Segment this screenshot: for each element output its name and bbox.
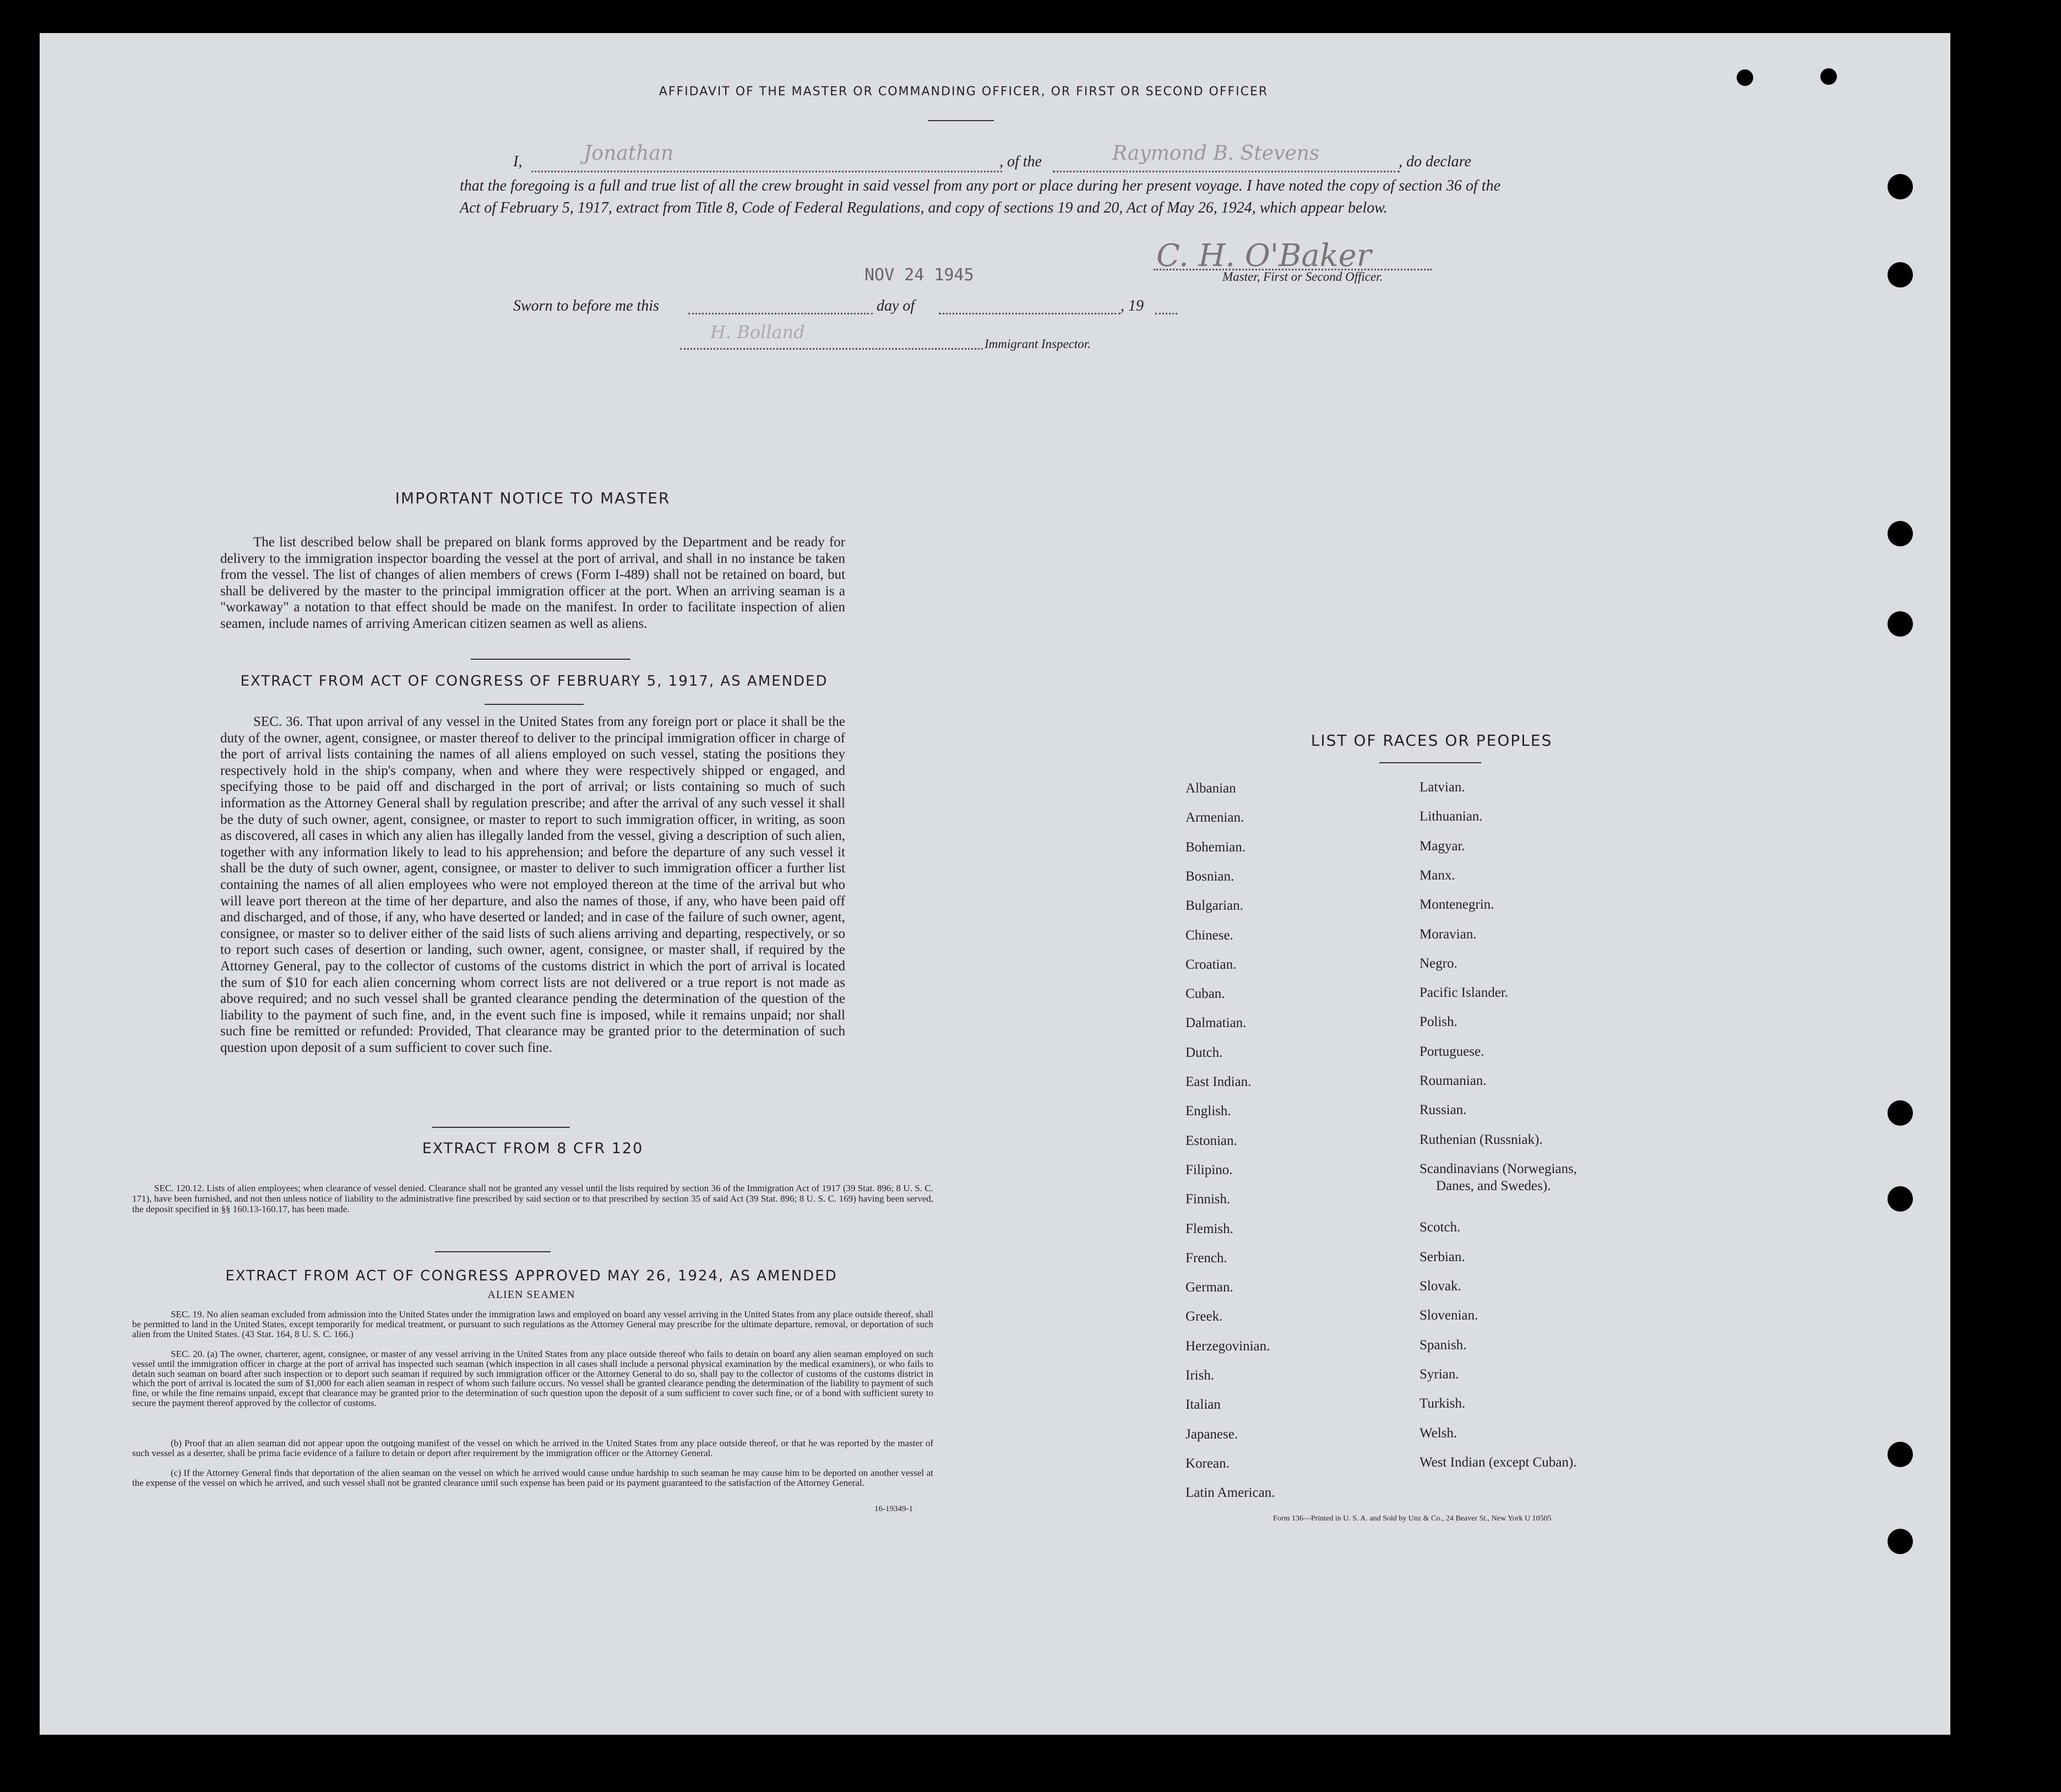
alien-seamen-subtitle: ALIEN SEAMEN xyxy=(487,1289,575,1301)
divider xyxy=(471,659,630,660)
inspector-label: Immigrant Inspector. xyxy=(985,337,1091,351)
race-item: Montenegrin. xyxy=(1420,897,1494,913)
extract-cfr-body: SEC. 120.12. Lists of alien employees; when clearance of vessel denied. Clearance shall not be granted any vessel until the lists required by section 36 of the Immigration Act of 1917 (39 Stat. 896; 8 U. S. C. 171), have been furnished, and not then unless notice of liability to the administrative fine prescribed by said section or to that prescribed by section 35 of said Act (39 Stat. 896; 8 U. S. C. 169) having been served, the deposit specified in §§ 160.13-160.17, has been made. xyxy=(132,1183,933,1214)
race-item: Slovenian. xyxy=(1420,1308,1478,1323)
extract-cfr-title: EXTRACT FROM 8 CFR 120 xyxy=(422,1140,644,1157)
sworn-label: Sworn to before me this xyxy=(513,297,659,314)
binder-hole xyxy=(1888,262,1913,287)
staple-hole xyxy=(1737,69,1753,86)
extract-1924-title: EXTRACT FROM ACT OF CONGRESS APPROVED MAY 26, 1924, AS AMENDED xyxy=(225,1268,838,1284)
staple-hole xyxy=(1820,68,1837,85)
race-item: Estonian. xyxy=(1186,1133,1237,1148)
race-item: Lithuanian. xyxy=(1420,809,1483,824)
notice-title: IMPORTANT NOTICE TO MASTER xyxy=(395,489,671,507)
race-item: Welsh. xyxy=(1420,1425,1458,1441)
race-item: Dutch. xyxy=(1186,1045,1223,1060)
declaration-text: that the foregoing is a full and true list of all the crew brought in said vessel from any port or place during her present voyage. I have noted the copy of section 36 of the Act of February 5, 1917, extract from Title 8, Code of Federal Regulations, and copy of sections 19 and 20, Act of May 26, 1924, which appear below. xyxy=(460,177,1500,216)
race-item: Portuguese. xyxy=(1420,1044,1484,1059)
inspector-signature: H. Bolland xyxy=(710,322,805,343)
race-item: Roumanian. xyxy=(1420,1073,1487,1088)
name-line xyxy=(531,171,1002,172)
binder-hole xyxy=(1888,174,1913,199)
sworn-day-line xyxy=(688,313,873,314)
race-item: Japanese. xyxy=(1186,1426,1238,1442)
divider xyxy=(435,1251,551,1252)
handwritten-vessel: Raymond B. Stevens xyxy=(1112,142,1320,165)
race-item: Scandinavians (Norwegians, xyxy=(1420,1161,1578,1176)
race-item: Bulgarian. xyxy=(1186,898,1243,914)
race-item: Bosnian. xyxy=(1186,868,1235,884)
race-item: Scotch. xyxy=(1420,1220,1461,1235)
affidavit-title: AFFIDAVIT OF THE MASTER OR COMMANDING OFFICER, OR FIRST OR SECOND OFFICER xyxy=(659,85,1269,99)
race-item: Moravian. xyxy=(1420,926,1477,942)
race-item: Latvian. xyxy=(1420,780,1465,795)
do-declare-label: , do declare xyxy=(1399,153,1471,170)
i-label: I, xyxy=(513,153,523,170)
divider xyxy=(432,1127,570,1128)
race-item: Albanian xyxy=(1186,781,1236,796)
divider xyxy=(485,704,584,705)
race-item: Chinese. xyxy=(1186,927,1233,943)
divider xyxy=(1379,762,1481,763)
race-item: Serbian. xyxy=(1420,1249,1465,1264)
divider xyxy=(928,120,994,121)
date-stamp: NOV 24 1945 xyxy=(864,265,974,285)
binder-hole xyxy=(1888,1186,1913,1212)
race-item: Armenian. xyxy=(1186,810,1244,826)
race-item: Filipino. xyxy=(1186,1162,1233,1177)
race-item: Pacific Islander. xyxy=(1420,985,1509,1001)
race-item: Manx. xyxy=(1420,867,1455,883)
race-item: Flemish. xyxy=(1186,1221,1233,1236)
race-item: Herzegovinian. xyxy=(1186,1338,1270,1354)
race-item: Polish. xyxy=(1420,1014,1458,1030)
race-item: Danes, and Swedes). xyxy=(1436,1178,1551,1193)
section-20b-text: (b) Proof that an alien seaman did not appear upon the outgoing manifest of the vessel on which he arrived in the United States from any place outside thereof, or that he was reported by the master of such vessel as a deserter, shall be prima facie evidence of a failure to detain or deport after requirement by the immigration officer or the Attorney General. xyxy=(132,1438,933,1458)
year-line xyxy=(1155,313,1177,314)
year-label: , 19 xyxy=(1121,297,1144,314)
sworn-month-line xyxy=(939,313,1121,314)
race-item: Cuban. xyxy=(1186,986,1225,1002)
race-item: Korean. xyxy=(1186,1456,1230,1471)
of-the-label: , of the xyxy=(999,153,1042,170)
print-code: 16-19349-1 xyxy=(874,1505,913,1513)
binder-hole xyxy=(1888,1442,1913,1467)
race-item: Italian xyxy=(1186,1397,1221,1413)
race-item: Slovak. xyxy=(1420,1279,1461,1294)
race-item: West Indian (except Cuban). xyxy=(1420,1454,1577,1470)
form-footer: Form 136—Printed in U. S. A. and Sold by Unz & Co., 24 Beaver St., New York U 10505 xyxy=(1273,1514,1552,1523)
binder-hole xyxy=(1888,1100,1913,1126)
section-20c-text: (c) If the Attorney General finds that deportation of the alien seaman on the vessel on which he arrived would cause undue hardship to such seaman he may cause him to be deported on another vessel at the expense of the vessel on which he arrived, and such vessel shall not be granted clearance until such expense has been paid or its payment guaranteed to the satisfaction of the Attorney General. xyxy=(132,1468,933,1488)
race-item: Spanish. xyxy=(1420,1337,1467,1353)
binder-hole xyxy=(1888,1529,1913,1554)
race-item: English. xyxy=(1186,1104,1231,1119)
master-label: Master, First or Second Officer. xyxy=(1222,270,1383,284)
race-item: Ruthenian (Russniak). xyxy=(1420,1132,1543,1147)
race-item: Croatian. xyxy=(1186,957,1237,972)
race-item: Magyar. xyxy=(1420,838,1465,854)
section-19-text: SEC. 19. No alien seaman excluded from admission into the United States under the immigration laws and employed on board any vessel arriving in the United States from any place outside thereof, shall be permitted to land in the United States, except temporarily for medical treatment, or pursuant to such regulations as the Attorney General may prescribe for the ultimate departure, removal, or deportation of such alien from the United States. (43 Stat. 164, 8 U. S. C. 166.) xyxy=(132,1309,933,1339)
race-item: Dalmatian. xyxy=(1186,1016,1247,1031)
races-title: LIST OF RACES OR PEOPLES xyxy=(1310,731,1553,750)
binder-hole xyxy=(1888,611,1913,637)
notice-body: The list described below shall be prepared on blank forms approved by the Department and be ready for delivery to the immigration inspector boarding the vessel at the port of arrival, and shall in no instance be taken from the vessel. The list of changes of alien members of crews (Form I-489) shall not be retained on board, but shall be delivered by the master to the principal immigration officer at the port. When an arriving seaman is a "workaway" a notation to that effect should be made on the manifest. In order to facilitate inspection of alien seamen, include names of arriving American citizen seamen as well as aliens. xyxy=(220,535,845,631)
race-item: Russian. xyxy=(1420,1103,1467,1118)
race-item: Turkish. xyxy=(1420,1396,1466,1411)
vessel-line xyxy=(1053,171,1400,172)
day-of-label: day of xyxy=(877,297,915,314)
race-item: Finnish. xyxy=(1186,1192,1231,1207)
extract-1917-body: SEC. 36. That upon arrival of any vessel in the United States from any foreign port or place it shall be the duty of the owner, agent, consignee, or master thereof to deliver to the principal immigration officer in charge of the port of arrival lists containing the names of all aliens employed on such vessel, stating the positions they respectively hold in the ship's company, when and where they were respectively shipped or engaged, and specifying those to be paid off and discharged in the port of arrival; or lists containing so much of such information as the Attorney General shall by regulation prescribe; and after the arrival of any such vessel it shall be the duty of such owner, agent, consignee, or master to report to such immigration officer, in writing, as soon as discovered, all cases in which any alien has illegally landed from the vessel, giving a description of such alien, together with any information likely to lead to his apprehension; and before the departure of any such vessel it shall be the duty of such owner, agent, consignee, or master to deliver to such immigration officer a further list containing the names of all alien employees who were not employed thereon at the time of the arrival but who will leave port thereon at the time of her departure, and also the names of those, if any, who have been paid off and discharged, and of those, if any, who have deserted or landed; and in case of the failure of such owner, agent, consignee, or master so to deliver either of the said lists of such aliens arriving and departing, respectively, or so to report such cases of desertion or landing, such owner, agent, consignee, or master shall, if required by the Attorney General, pay to the collector of customs of the customs district in which the port of arrival is located the sum of $10 for each alien concerning whom correct lists are not delivered or a true report is not made as above required; and no such vessel shall be granted clearance pending the determination of the question of the liability to the payment of such fine, and, in the event such fine is imposed, while it remains unpaid; nor shall such fine be remitted or refunded: Provided, That clearance may be granted prior to the determination of such question upon deposit of a sum sufficient to cover such fine. xyxy=(220,714,845,1055)
inspector-line xyxy=(680,348,983,350)
binder-hole xyxy=(1888,521,1913,546)
race-item: French. xyxy=(1186,1250,1227,1266)
section-20a-text: SEC. 20. (a) The owner, charterer, agent, consignee, or master of any vessel arriving in the United States from any place outside thereof who fails to detain on board any alien seaman employed on such vessel until the immigration officer in charge at the port of arrival has inspected such seaman (which inspection in all cases shall include a personal physical examination by the medical examiners), or who fails to detain such seaman on board after such inspection or to deport such seaman if required by such immigration officer or the Attorney General to do so, shall pay to the collector of customs of the customs district in which the port of arrival is located the sum of $1,000 for each alien seaman in respect of whom such failure occurs. No vessel shall be granted clearance pending the determination of the liability to payment of such fine, or while the fine remains unpaid, except that clearance may be granted prior to the determination of such question upon the deposit of a sum sufficient to cover such fine, or of a bond with sufficient surety to secure the payment thereof approved by the collector of customs. xyxy=(132,1349,933,1408)
race-item: Latin American. xyxy=(1186,1485,1275,1501)
race-item: East Indian. xyxy=(1186,1074,1252,1089)
race-item: Negro. xyxy=(1420,955,1458,971)
master-signature: C. H. O'Baker xyxy=(1156,238,1372,274)
race-item: Greek. xyxy=(1186,1309,1223,1324)
race-item: Syrian. xyxy=(1420,1366,1459,1382)
handwritten-name: Jonathan xyxy=(584,142,674,165)
race-item: German. xyxy=(1186,1280,1233,1295)
extract-1917-title: EXTRACT FROM ACT OF CONGRESS OF FEBRUARY 5, 1917, AS AMENDED xyxy=(240,673,828,689)
race-item: Irish. xyxy=(1186,1368,1215,1383)
race-item: Bohemian. xyxy=(1186,839,1246,855)
